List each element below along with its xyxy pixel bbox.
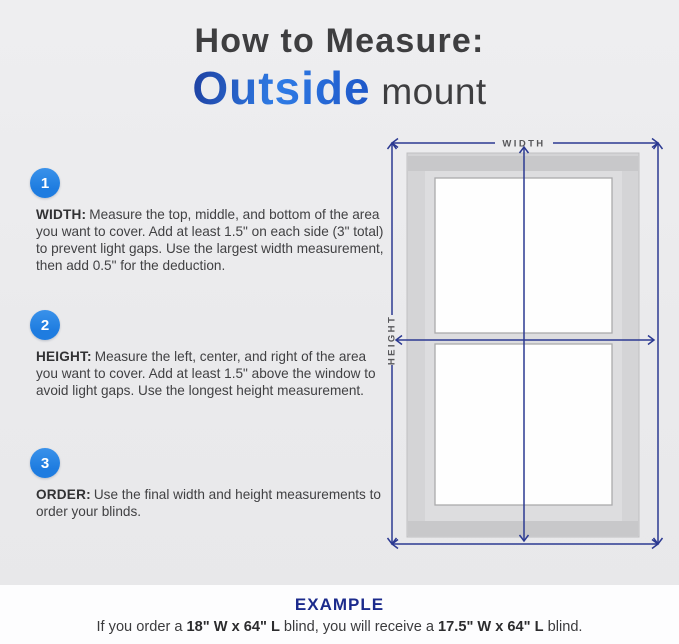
mount-type-highlight: Outside [192,62,371,114]
step-3-number-badge: 3 [30,448,60,478]
example-prefix: If you order a [96,619,187,635]
example-section [0,585,679,644]
example-suffix: blind. [543,619,583,635]
window-header [408,156,638,171]
page-subtitle [0,62,679,114]
step-3-description: Use the final width and height measurements to order your blinds. [36,487,381,519]
step-3-label: ORDER: [36,487,91,502]
window-frame [407,153,639,537]
step-1-description: Measure the top, middle, and bottom of the area you want to cover. Add at least 1.5" on each side (3" total) to prevent light gaps. Use the largest width measurement, then add 0.5" for the deduction. [36,207,384,273]
step-2-label: HEIGHT: [36,349,92,364]
step-3-text [36,487,386,521]
step-1-text [36,207,386,274]
example-received-size: 17.5" W x 64" L [438,619,544,635]
page-title: How to Measure: [194,22,485,60]
width-dimension-label: WIDTH [502,138,546,150]
window-measurement-diagram [375,130,675,582]
step-order [30,448,386,521]
step-2-description: Measure the left, center, and right of the area you want to cover. Add at least 1.5" above the window to avoid light gaps. Use the longest height measurement. [36,349,376,398]
example-ordered-size: 18" W x 64" L [186,619,280,635]
example-heading: EXAMPLE [294,595,385,614]
example-middle: blind, you will receive a [279,619,439,635]
step-width [30,168,386,274]
window-illustration [375,130,675,582]
title-block [0,22,679,114]
step-height [30,310,386,400]
step-2-number-badge: 2 [30,310,60,340]
step-1-number-badge: 1 [30,168,60,198]
window-sill [408,521,638,536]
example-sentence [0,619,679,635]
step-1-label: WIDTH: [36,207,87,222]
height-dimension-label: HEIGHT [386,314,398,366]
step-2-text [36,349,386,400]
mount-type-suffix: mount [370,71,487,112]
